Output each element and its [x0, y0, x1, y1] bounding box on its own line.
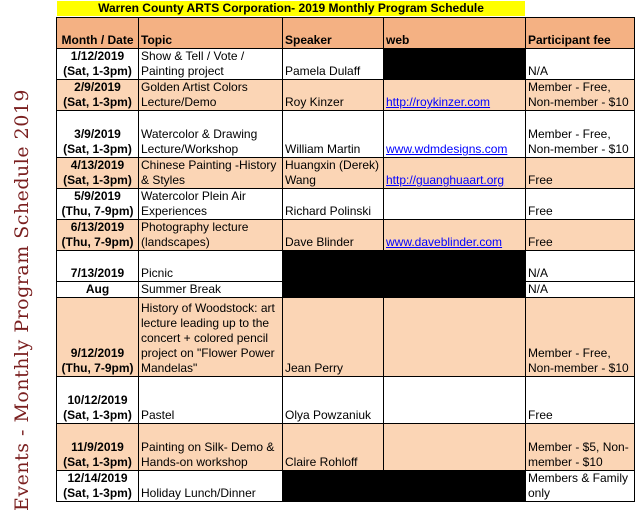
fee-cell: Members & Family only: [526, 471, 635, 502]
date-cell: 10/12/2019 (Sat, 1-3pm): [57, 377, 139, 424]
header-speaker: Speaker: [283, 18, 384, 49]
fee-cell: Free: [526, 158, 635, 189]
date-cell: 6/13/2019 (Thu, 7-9pm): [57, 220, 139, 251]
date-cell: 9/12/2019 (Thu, 7-9pm): [57, 298, 139, 377]
speaker-web-blank: [283, 471, 526, 502]
date-cell: 7/13/2019: [57, 251, 139, 282]
web-link[interactable]: http://guanghuaart.org: [386, 173, 505, 187]
table-row: [57, 424, 635, 471]
table-row: [57, 282, 635, 298]
table-row: [57, 377, 635, 424]
table-row: [57, 220, 635, 251]
web-link[interactable]: www.wdmdesigns.com: [386, 142, 508, 156]
header-web: web: [384, 18, 526, 49]
fee-cell: Free: [526, 377, 635, 424]
fee-cell: Member - Free, Non-member - $10: [526, 111, 635, 158]
topic-cell: Holiday Lunch/Dinner: [139, 471, 283, 502]
web-cell-empty: [384, 298, 526, 377]
topic-cell: Chinese Painting -History & Styles: [139, 158, 283, 189]
table-row: [57, 298, 635, 377]
side-title-strip: [0, 0, 44, 511]
web-link[interactable]: www.daveblinder.com: [386, 235, 503, 249]
web-cell-blank: [384, 49, 526, 80]
speaker-cell: Richard Polinski: [283, 189, 384, 220]
speaker-cell: Jean Perry: [283, 298, 384, 377]
side-title: Events - Monthly Program Schedule 2019: [11, 88, 33, 511]
fee-cell: Member - Free, Non-member - $10: [526, 298, 635, 377]
topic-cell: History of Woodstock: art lecture leading up to the concert + colored pencil project on "Flower Power Mandelas": [139, 298, 283, 377]
header-fee: Participant fee: [526, 18, 635, 49]
web-cell: [384, 158, 526, 189]
header-date: Month / Date: [57, 18, 139, 49]
web-link[interactable]: http://roykinzer.com: [386, 95, 491, 109]
speaker-cell: Pamela Dulaff: [283, 49, 384, 80]
fee-cell: N/A: [526, 251, 635, 282]
topic-cell: Pastel: [139, 377, 283, 424]
topic-cell: Painting on Silk- Demo & Hands-on workshop: [139, 424, 283, 471]
table-row: [57, 80, 635, 111]
speaker-web-blank: [283, 282, 526, 298]
topic-cell: Photography lecture (landscapes): [139, 220, 283, 251]
web-cell: [384, 80, 526, 111]
topic-cell: Summer Break: [139, 282, 283, 298]
table-row: [57, 471, 635, 502]
table-row: [57, 111, 635, 158]
fee-cell: Free: [526, 220, 635, 251]
topic-cell: Watercolor Plein Air Experiences: [139, 189, 283, 220]
web-cell-empty: [384, 189, 526, 220]
date-cell: 11/9/2019 (Sat, 1-3pm): [57, 424, 139, 471]
date-cell: 5/9/2019 (Thu, 7-9pm): [57, 189, 139, 220]
fee-cell: N/A: [526, 49, 635, 80]
topic-cell: Watercolor & Drawing Lecture/Workshop: [139, 111, 283, 158]
sheet-title: Warren County ARTS Corporation- 2019 Monthly Program Schedule: [57, 1, 525, 16]
fee-cell: Free: [526, 189, 635, 220]
web-cell: [384, 111, 526, 158]
date-cell: 2/9/2019 (Sat, 1-3pm): [57, 80, 139, 111]
fee-cell: Member - Free, Non-member - $10: [526, 80, 635, 111]
topic-cell: Picnic: [139, 251, 283, 282]
topic-cell: Golden Artist Colors Lecture/Demo: [139, 80, 283, 111]
speaker-cell: Roy Kinzer: [283, 80, 384, 111]
speaker-cell: William Martin: [283, 111, 384, 158]
speaker-cell: Huangxin (Derek) Wang: [283, 158, 384, 189]
speaker-cell: Olya Powzaniuk: [283, 377, 384, 424]
date-cell: Aug: [57, 282, 139, 298]
fee-cell: N/A: [526, 282, 635, 298]
web-cell-empty: [384, 424, 526, 471]
web-cell: [384, 220, 526, 251]
date-cell: 1/12/2019 (Sat, 1-3pm): [57, 49, 139, 80]
speaker-cell: Claire Rohloff: [283, 424, 384, 471]
fee-cell: Member - $5, Non- member - $10: [526, 424, 635, 471]
web-cell-empty: [384, 377, 526, 424]
date-cell: 4/13/2019 (Sat, 1-3pm): [57, 158, 139, 189]
schedule-table: [56, 17, 635, 502]
table-row: [57, 189, 635, 220]
date-cell: 3/9/2019 (Sat, 1-3pm): [57, 111, 139, 158]
header-topic: Topic: [139, 18, 283, 49]
speaker-web-blank: [283, 251, 526, 282]
table-row: [57, 251, 635, 282]
header-row: [57, 18, 635, 49]
table-row: [57, 158, 635, 189]
topic-cell: Show & Tell / Vote / Painting project: [139, 49, 283, 80]
date-cell: 12/14/2019 (Sat, 1-3pm): [57, 471, 139, 502]
speaker-cell: Dave Blinder: [283, 220, 384, 251]
table-row: [57, 49, 635, 80]
